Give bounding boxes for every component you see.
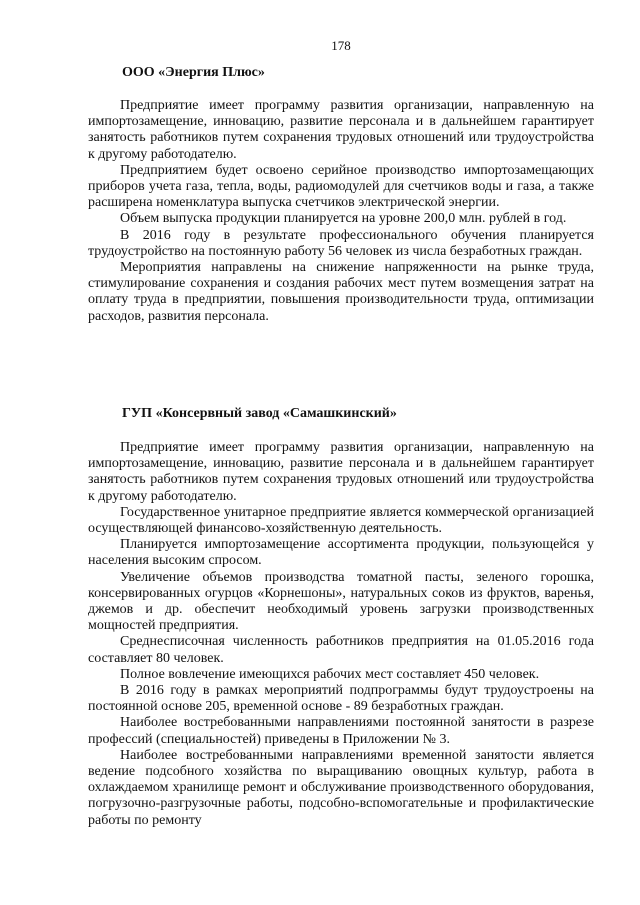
paragraph: В 2016 году в результате профессионального обучения планируется трудоустройство на постоянную работу 56 человек из числа безработных граждан. bbox=[88, 227, 594, 259]
paragraph: Среднесписочная численность работников предприятия на 01.05.2016 года составляет 80 человек. bbox=[88, 634, 594, 666]
paragraph: Наиболее востребованными направлениями постоянной занятости в разрезе профессий (специальностей) приведены в Приложении № 3. bbox=[88, 715, 594, 747]
paragraph: Объем выпуска продукции планируется на уровне 200,0 млн. рублей в год. bbox=[120, 211, 567, 227]
paragraph: Предприятие имеет программу развития организации, направленную на импортозамещение, инновацию, развитие персонала и в дальнейшем гарантирует занятость работников путем сохранения трудовых отношений или трудоустройства к другому работодателю. bbox=[88, 440, 594, 504]
paragraph: Предприятием будет освоено серийное производство импортозамещающих приборов учета газа, тепла, воды, радиомодулей для счетчиков воды и газа, а также расширена номенклатура выпуска счетчиков электрической энергии. bbox=[88, 162, 594, 211]
section-title-samashkinsky: ГУП «Консервный завод «Самашкинский» bbox=[122, 406, 397, 421]
paragraph: Полное вовлечение имеющихся рабочих мест составляет 450 человек. bbox=[120, 666, 540, 682]
page-number: 178 bbox=[331, 38, 351, 53]
section-body-energiya-plus bbox=[88, 98, 594, 325]
paragraph: Мероприятия направлены на снижение напряженности на рынке труда, стимулирование сохранения и создания рабочих мест путем возмещения затрат на оплату труда в предприятии, повышения производительности труда, оптимизации расходов, развития персонала. bbox=[88, 260, 594, 324]
paragraph: Наиболее востребованными направлениями временной занятости является ведение подсобного хозяйства по выращиванию овощных культур, работа в охлаждаемом хранилище ремонт и обслуживание производственного оборудования, погрузочно-разгрузочные работы, подсобно-вспомогательные и профилактические работы по ремонту bbox=[88, 747, 594, 828]
paragraph: Предприятие имеет программу развития организации, направленную на импортозамещение, инновацию, развитие персонала и в дальнейшем гарантирует занятость работников путем сохранения трудовых отношений или трудоустройства к другому работодателю. bbox=[88, 98, 594, 162]
paragraph: Планируется импортозамещение ассортимента продукции, пользующейся у населения высоким спросом. bbox=[88, 537, 594, 569]
section-body-samashkinsky bbox=[88, 440, 594, 829]
paragraph: В 2016 году в рамках мероприятий подпрограммы будут трудоустроены на постоянной основе 205, временной основе - 89 безработных граждан. bbox=[88, 683, 594, 715]
section-title-energiya-plus: ООО «Энергия Плюс» bbox=[122, 65, 265, 80]
paragraph: Государственное унитарное предприятие является коммерческой организацией осуществляющей финансово-хозяйственную деятельность. bbox=[88, 504, 594, 537]
paragraph: Увеличение объемов производства томатной пасты, зеленого горошка, консервированных огурцов «Корнешоны», натуральных соков из фруктов, варенья, джемов и др. обеспечит необходимый уровень загрузки производственных мощностей предприятия. bbox=[88, 569, 594, 634]
